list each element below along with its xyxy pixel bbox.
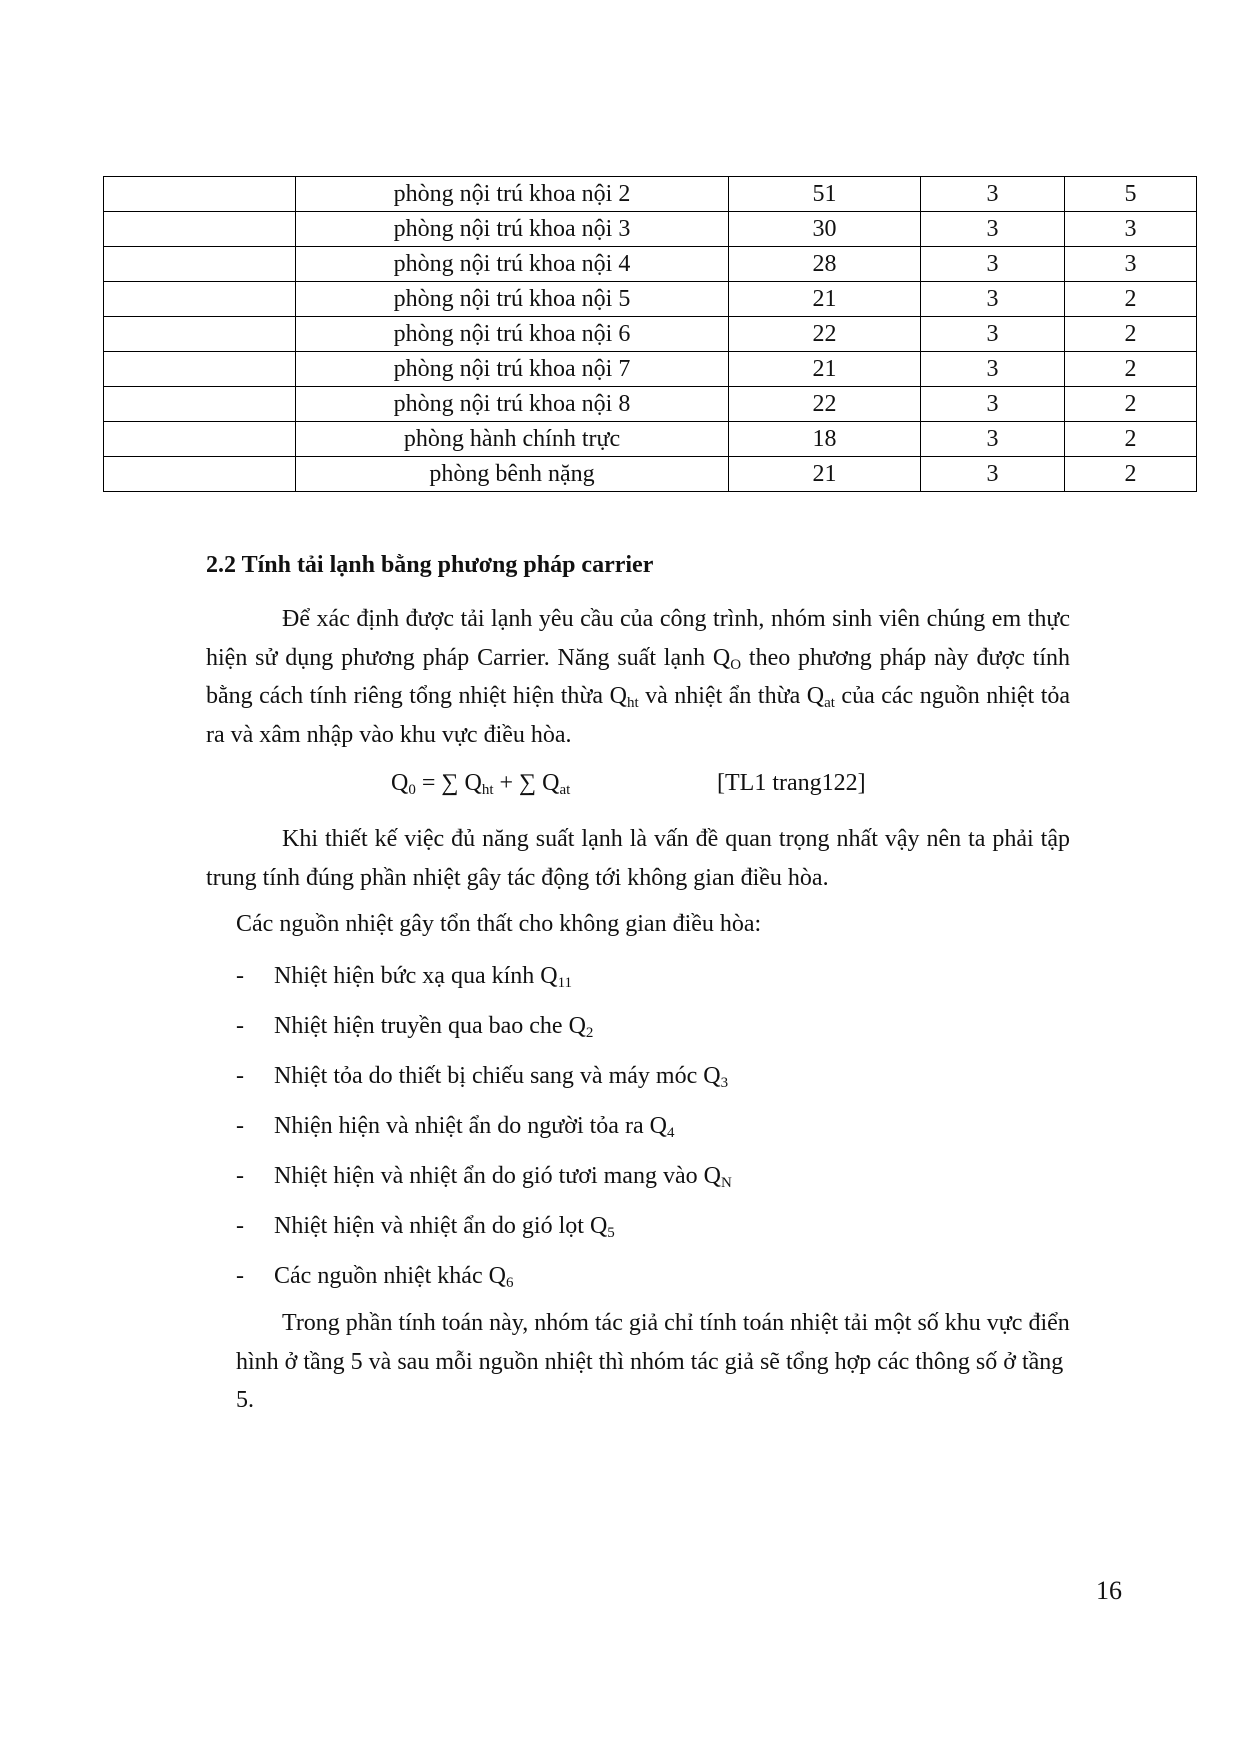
list-marker: - bbox=[236, 1063, 244, 1089]
table-cell: 51 bbox=[729, 177, 921, 212]
list-item-subscript: 2 bbox=[585, 1025, 594, 1041]
table-cell bbox=[104, 457, 296, 492]
table-cell: 3 bbox=[921, 317, 1065, 352]
formula-reference: [TL1 trang122] bbox=[717, 770, 866, 796]
table-cell: 18 bbox=[729, 422, 921, 457]
page-number: 16 bbox=[1096, 1576, 1122, 1605]
list-marker: - bbox=[236, 1263, 244, 1289]
list-item-text: Nhiện hiện và nhiệt ẩn do người tỏa ra Q bbox=[274, 1113, 667, 1139]
list-item-subscript: 6 bbox=[505, 1275, 514, 1291]
table-row bbox=[104, 317, 1197, 352]
list-item-subscript: N bbox=[720, 1175, 732, 1191]
table-cell bbox=[104, 422, 296, 457]
table-cell: phòng nội trú khoa nội 6 bbox=[296, 317, 729, 352]
table-cell: 21 bbox=[729, 282, 921, 317]
table-row bbox=[104, 177, 1197, 212]
closing-paragraph: Trong phần tính toán này, nhóm tác giả chỉ tính toán nhiệt tải một số khu vực điển hình ở tầng 5 và sau mỗi nguồn nhiệt thì nhóm tác giả sẽ tổng hợp các thông số ở tầng 5. bbox=[236, 1310, 1070, 1413]
table-cell: 2 bbox=[1065, 457, 1197, 492]
table-cell: phòng bênh nặng bbox=[296, 457, 729, 492]
rooms-table bbox=[103, 176, 1197, 492]
list-item-text: Nhiệt tỏa do thiết bị chiếu sang và máy móc Q bbox=[274, 1063, 721, 1089]
section-heading: 2.2 Tính tải lạnh bằng phương pháp carrier bbox=[206, 552, 654, 578]
heat-source-list bbox=[236, 958, 732, 1308]
table-row bbox=[104, 352, 1197, 387]
list-marker: - bbox=[236, 1213, 244, 1239]
list-item-subscript: 4 bbox=[666, 1125, 675, 1141]
table-cell: phòng nội trú khoa nội 3 bbox=[296, 212, 729, 247]
table-cell: 22 bbox=[729, 387, 921, 422]
table-cell: 3 bbox=[1065, 247, 1197, 282]
list-item bbox=[236, 1008, 732, 1058]
table-cell: phòng nội trú khoa nội 8 bbox=[296, 387, 729, 422]
table-cell: 3 bbox=[1065, 212, 1197, 247]
table-cell: phòng nội trú khoa nội 5 bbox=[296, 282, 729, 317]
rooms-table-body bbox=[104, 177, 1197, 492]
table-cell: 3 bbox=[921, 422, 1065, 457]
design-paragraph: Khi thiết kế việc đủ năng suất lạnh là vấn đề quan trọng nhất vậy nên ta phải tập trung tính đúng phần nhiệt gây tác động tới không gian điều hòa. bbox=[206, 826, 1070, 891]
table-cell: 28 bbox=[729, 247, 921, 282]
table-cell: phòng hành chính trực bbox=[296, 422, 729, 457]
table-cell: 2 bbox=[1065, 317, 1197, 352]
table-row bbox=[104, 247, 1197, 282]
table-cell: 2 bbox=[1065, 422, 1197, 457]
table-cell: 3 bbox=[921, 177, 1065, 212]
table-cell bbox=[104, 247, 296, 282]
list-item-subscript: 3 bbox=[720, 1075, 729, 1091]
list-item-text: Nhiệt hiện bức xạ qua kính Q bbox=[274, 963, 558, 989]
list-marker: - bbox=[236, 1113, 244, 1139]
table-cell bbox=[104, 317, 296, 352]
table-cell bbox=[104, 352, 296, 387]
table-row bbox=[104, 457, 1197, 492]
table-cell: 2 bbox=[1065, 387, 1197, 422]
list-marker: - bbox=[236, 1013, 244, 1039]
list-item bbox=[236, 1208, 732, 1258]
list-marker: - bbox=[236, 1163, 244, 1189]
list-marker: - bbox=[236, 963, 244, 989]
table-cell: 3 bbox=[921, 352, 1065, 387]
list-item-subscript: 5 bbox=[607, 1225, 615, 1241]
table-row bbox=[104, 282, 1197, 317]
table-cell: 2 bbox=[1065, 352, 1197, 387]
table-cell: 2 bbox=[1065, 282, 1197, 317]
table-cell: 3 bbox=[921, 387, 1065, 422]
table-cell bbox=[104, 282, 296, 317]
table-cell bbox=[104, 212, 296, 247]
list-item bbox=[236, 1258, 732, 1308]
list-item bbox=[236, 1058, 732, 1108]
table-cell: 3 bbox=[921, 457, 1065, 492]
list-item bbox=[236, 1108, 732, 1158]
table-cell: 3 bbox=[921, 247, 1065, 282]
table-cell bbox=[104, 177, 296, 212]
table-cell bbox=[104, 387, 296, 422]
table-cell: phòng nội trú khoa nội 7 bbox=[296, 352, 729, 387]
table-cell: 22 bbox=[729, 317, 921, 352]
table-row bbox=[104, 387, 1197, 422]
table-cell: 5 bbox=[1065, 177, 1197, 212]
table-cell: 30 bbox=[729, 212, 921, 247]
list-item bbox=[236, 958, 732, 1008]
table-cell: 21 bbox=[729, 352, 921, 387]
list-item-subscript: 11 bbox=[557, 975, 573, 991]
table-cell: 3 bbox=[921, 212, 1065, 247]
table-cell: phòng nội trú khoa nội 2 bbox=[296, 177, 729, 212]
table-cell: 21 bbox=[729, 457, 921, 492]
formula: $Q_0$ = ∑ $Q_{ht}$ + ∑ $Q_{at}$ bbox=[391, 770, 571, 798]
table-cell: 3 bbox=[921, 282, 1065, 317]
table-cell: phòng nội trú khoa nội 4 bbox=[296, 247, 729, 282]
list-item-text: Nhiệt hiện và nhiệt ẩn do gió lọt Q bbox=[274, 1213, 608, 1239]
table-row bbox=[104, 422, 1197, 457]
list-intro: Các nguồn nhiệt gây tổn thất cho không gian điều hòa: bbox=[236, 911, 762, 937]
intro-paragraph: Để xác định được tải lạnh yêu cầu của công trình, nhóm sinh viên chúng em thực hiện sử dụng phương pháp Carrier. Năng suất lạnh $Q_O$ theo phương pháp này được tính bằng cách tính riêng tổng nhiệt hiện thừa $Q_{ht}$ và nhiệt ẩn thừa $Q_{at}$ của các nguồn nhiệt tỏa ra và xâm nhập vào khu vực điều hòa. bbox=[206, 606, 1071, 748]
list-item-text: Nhiệt hiện và nhiệt ẩn do gió tươi mang vào Q bbox=[274, 1163, 721, 1189]
table-row bbox=[104, 212, 1197, 247]
list-item-text: Nhiệt hiện truyền qua bao che Q bbox=[274, 1013, 586, 1039]
list-item bbox=[236, 1158, 732, 1208]
list-item-text: Các nguồn nhiệt khác Q bbox=[274, 1263, 506, 1289]
